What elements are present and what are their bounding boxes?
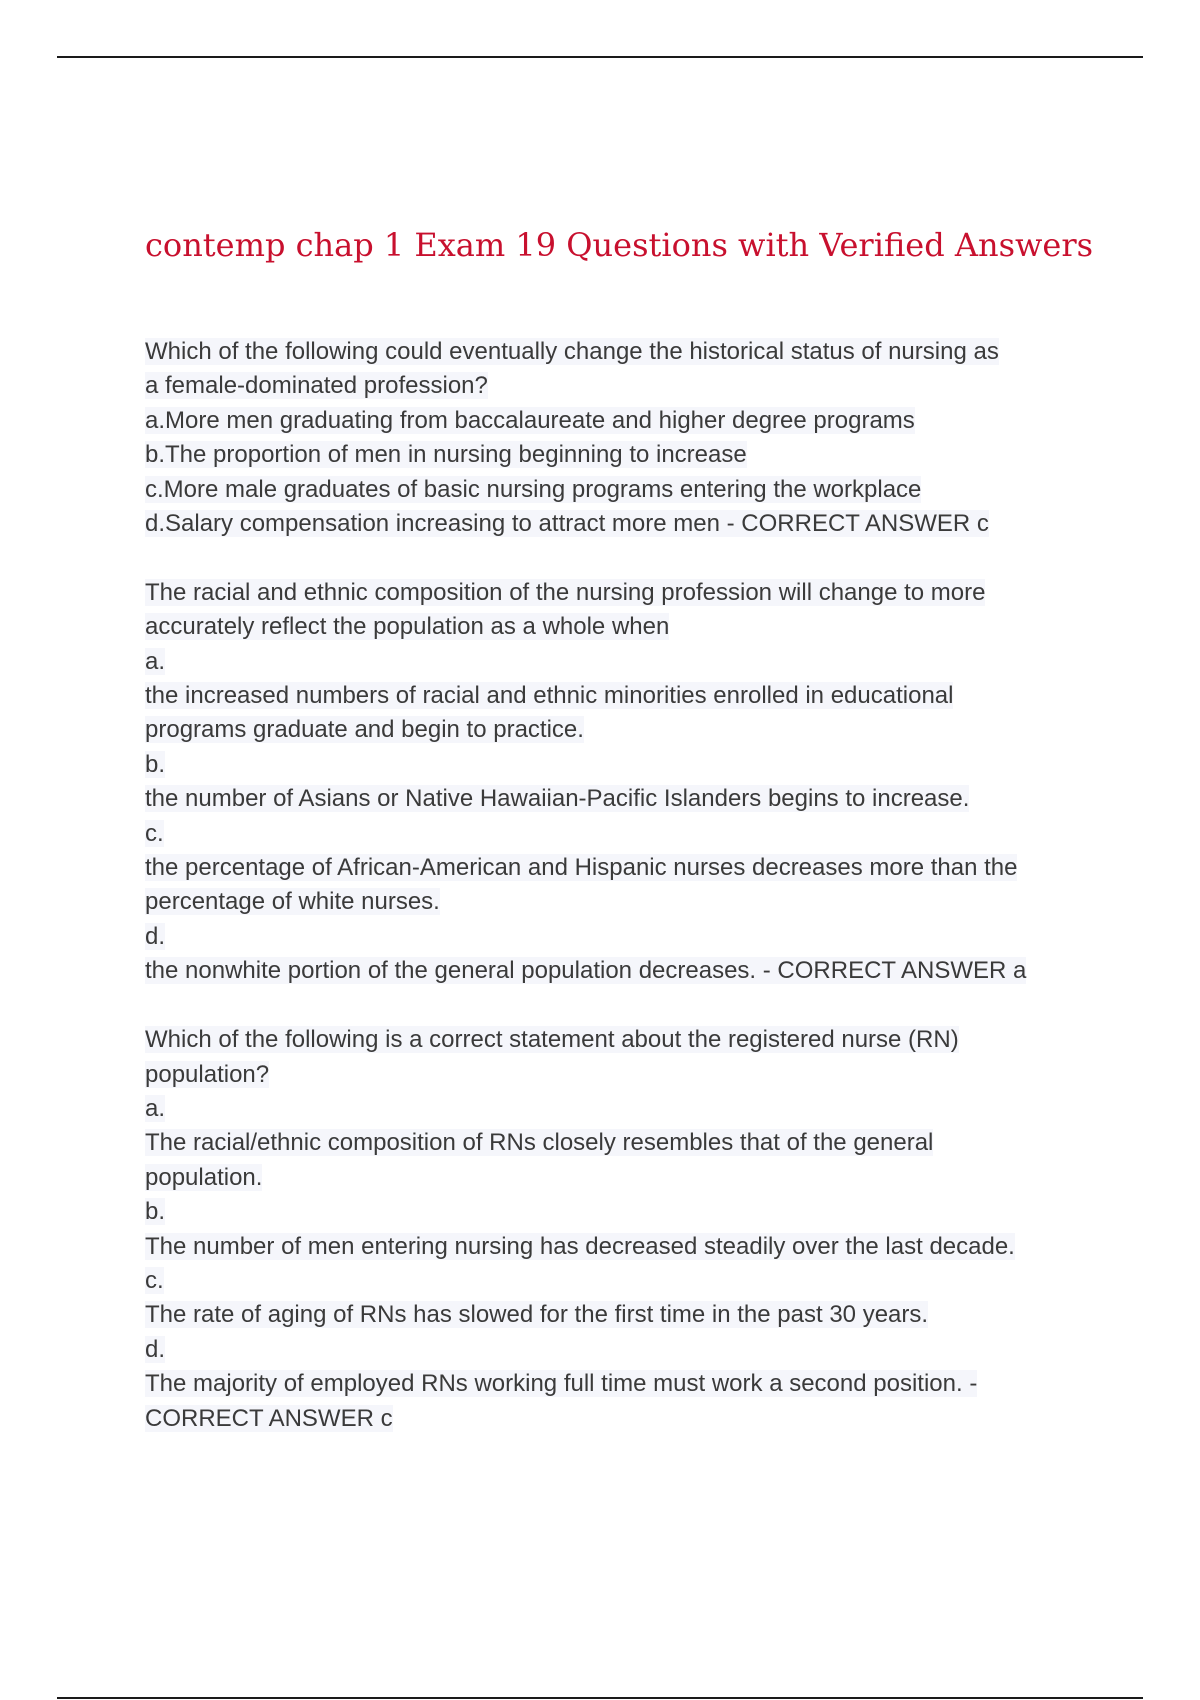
option-letter-a: a.: [145, 647, 166, 675]
question-line: population?: [145, 1060, 270, 1088]
option-letter-d: d.: [145, 922, 166, 950]
question-line: Which of the following could eventually change the historical status of nursing as: [145, 338, 999, 365]
answer-option-c: The rate of aging of RNs has slowed for the first time in the past 30 years.: [145, 1301, 929, 1329]
answer-option-a: a.More men graduating from baccalaureate and higher degree programs: [145, 406, 915, 434]
answer-option-b: The number of men entering nursing has decreased steadily over the last decade.: [145, 1232, 1015, 1260]
answer-option-d: the nonwhite portion of the general population decreases. - CORRECT ANSWER a: [145, 957, 1027, 985]
option-letter-c: c.: [145, 819, 164, 847]
question-line: Which of the following is a correct statement about the registered nurse (RN): [145, 1026, 959, 1054]
option-letter-c: c.: [145, 1266, 164, 1294]
question-3: [145, 1023, 1145, 1436]
question-line: accurately reflect the population as a whole when: [145, 613, 670, 641]
answer-option-d: d.Salary compensation increasing to attract more men - CORRECT ANSWER c: [145, 510, 989, 538]
answer-option-c: c.More male graduates of basic nursing programs entering the workplace: [145, 475, 922, 503]
bottom-rule: [57, 1697, 1143, 1699]
question-2: [145, 576, 1145, 989]
answer-option-a: programs graduate and begin to practice.: [145, 716, 584, 744]
answer-option-c: the percentage of African-American and Hispanic nurses decreases more than the: [145, 854, 1018, 882]
option-letter-a: a.: [145, 1094, 166, 1122]
top-rule: [57, 56, 1143, 58]
answer-option-d: CORRECT ANSWER c: [145, 1404, 393, 1432]
option-letter-d: d.: [145, 1335, 166, 1363]
answer-option-c: percentage of white nurses.: [145, 888, 440, 916]
answer-option-a: the increased numbers of racial and ethnic minorities enrolled in educational: [145, 682, 954, 710]
answer-option-b: b.The proportion of men in nursing beginning to increase: [145, 441, 747, 469]
answer-option-a: population.: [145, 1163, 263, 1191]
answer-option-a: The racial/ethnic composition of RNs closely resembles that of the general: [145, 1129, 934, 1157]
question-list: [145, 335, 1145, 1436]
question-1: [145, 335, 1145, 541]
option-letter-b: b.: [145, 1198, 166, 1226]
question-line: a female-dominated profession?: [145, 372, 488, 400]
answer-option-b: the number of Asians or Native Hawaiian-Pacific Islanders begins to increase.: [145, 785, 970, 813]
option-letter-b: b.: [145, 750, 166, 778]
answer-option-d: The majority of employed RNs working full time must work a second position. -: [145, 1370, 978, 1398]
question-line: The racial and ethnic composition of the nursing profession will change to more: [145, 578, 986, 606]
document-title: contemp chap 1 Exam 19 Questions with Verified Answers: [145, 226, 1094, 264]
